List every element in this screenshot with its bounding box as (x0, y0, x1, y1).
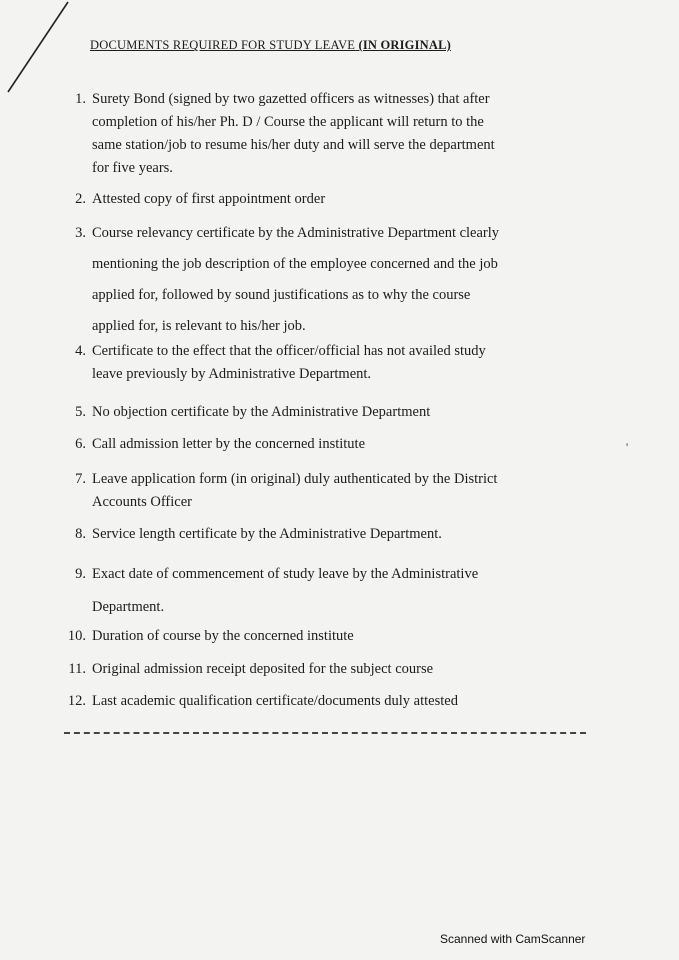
item-number: 5. (75, 404, 86, 420)
item-line: Leave application form (in original) duly authenticated by the District (92, 471, 498, 487)
item-number: 1. (75, 91, 86, 107)
pen-slash-mark (0, 0, 80, 100)
item-number: 12. (67, 693, 86, 709)
title-suffix: (IN ORIGINAL) (358, 38, 452, 52)
item-number: 2. (75, 191, 86, 207)
item-line: Attested copy of first appointment order (92, 191, 326, 207)
scanner-watermark: Scanned with CamScanner (440, 932, 586, 946)
item-number: 11. (68, 661, 86, 677)
item-line: Department. (92, 599, 165, 615)
item-text (92, 340, 587, 386)
item-text (92, 658, 587, 681)
item-line: Duration of course by the concerned institute (92, 628, 354, 644)
item-line: Course relevancy certificate by the Administrative Department clearly (92, 225, 500, 241)
item-text (92, 625, 587, 648)
item-text (92, 558, 587, 624)
item-line: Last academic qualification certificate/documents duly attested (92, 693, 458, 709)
item-line: Accounts Officer (92, 494, 192, 510)
document-title (90, 38, 590, 53)
item-line: applied for, is relevant to his/her job. (92, 318, 306, 334)
item-line: Call admission letter by the concerned institute (92, 436, 366, 452)
item-line: Original admission receipt deposited for the subject course (92, 661, 434, 677)
item-text (92, 188, 587, 211)
item-text (92, 468, 587, 514)
item-line: Certificate to the effect that the officer/official has not availed study (92, 343, 486, 359)
item-number: 4. (75, 343, 86, 359)
item-line: mentioning the job description of the employee concerned and the job (92, 256, 498, 272)
item-line: completion of his/her Ph. D / Course the applicant will return to the (92, 114, 484, 130)
item-number: 8. (75, 526, 86, 542)
dashed-divider (64, 732, 586, 734)
item-line: leave previously by Administrative Department. (92, 366, 372, 382)
item-number: 7. (75, 471, 86, 487)
item-line: for five years. (92, 160, 173, 176)
item-text (92, 218, 587, 342)
item-line: same station/job to resume his/her duty and will serve the department (92, 137, 495, 153)
item-text (92, 433, 587, 456)
item-number: 9. (75, 566, 86, 582)
item-number: 3. (75, 225, 86, 241)
item-line: Exact date of commencement of study leave by the Administrative (92, 566, 479, 582)
item-text (92, 88, 587, 180)
item-number: 6. (75, 436, 86, 452)
item-line: No objection certificate by the Administrative Department (92, 404, 431, 420)
item-number: 10. (67, 628, 86, 644)
item-line: applied for, followed by sound justifications as to why the course (92, 287, 471, 303)
item-text (92, 523, 587, 546)
item-line: Service length certificate by the Administrative Department. (92, 526, 442, 542)
stray-mark: ' (626, 440, 629, 454)
item-text (92, 401, 587, 424)
title-main: DOCUMENTS REQUIRED FOR STUDY LEAVE (90, 38, 356, 52)
item-line: Surety Bond (signed by two gazetted officers as witnesses) that after (92, 91, 490, 107)
item-text (92, 690, 587, 713)
